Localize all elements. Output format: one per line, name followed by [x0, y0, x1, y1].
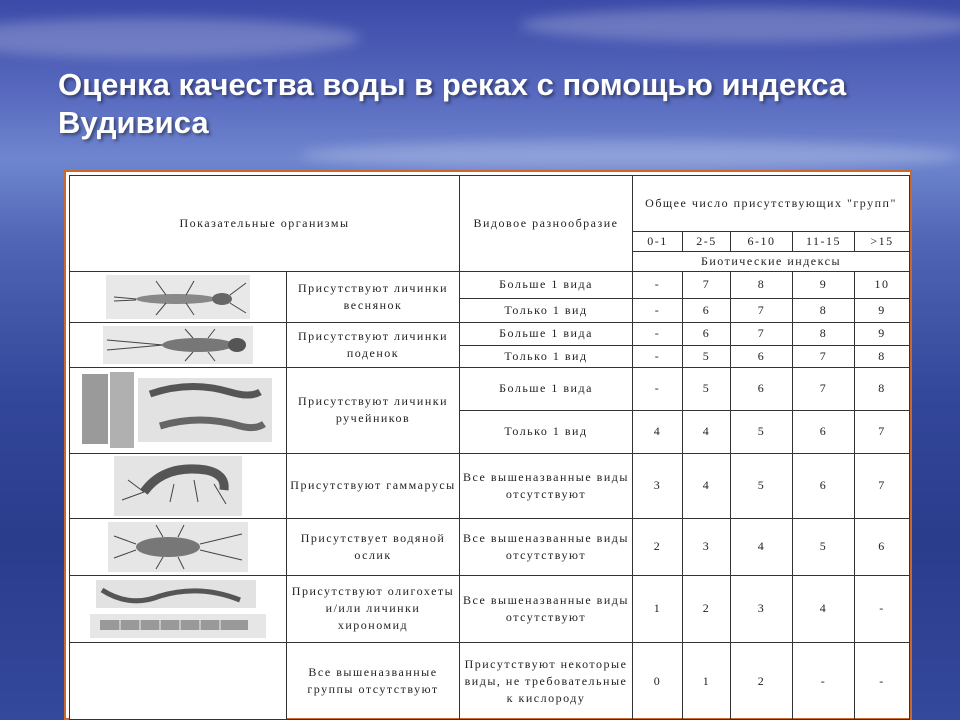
caddisfly-larva-drawing	[80, 370, 276, 450]
index-value: 6	[793, 410, 855, 453]
header-biotic-indices: Биотические индексы	[633, 251, 910, 271]
organism-image	[70, 453, 287, 519]
cloud-streak	[300, 140, 960, 170]
index-value: 4	[683, 453, 731, 519]
index-value: 9	[855, 323, 910, 345]
diversity-cell: Все вышеназванные виды отсутствуют	[460, 575, 633, 643]
organism-label: Присутствуют олигохеты и/или личинки хирономид	[287, 575, 460, 643]
index-value: 4	[793, 575, 855, 643]
index-value: -	[633, 299, 683, 323]
index-value: 7	[683, 271, 731, 298]
water-louse-drawing	[108, 522, 248, 572]
index-value: 6	[793, 453, 855, 519]
index-value: 5	[731, 453, 793, 519]
index-value: -	[633, 271, 683, 298]
index-value: -	[855, 575, 910, 643]
oligochaete-chironomid-drawing	[90, 578, 266, 640]
index-value: 8	[793, 299, 855, 323]
organism-image	[70, 323, 287, 367]
diversity-cell: Только 1 вид	[460, 410, 633, 453]
index-table-sheet	[64, 170, 912, 720]
index-value: 5	[731, 410, 793, 453]
index-value: -	[633, 323, 683, 345]
index-value: -	[855, 643, 910, 720]
organism-image	[70, 271, 287, 322]
index-value: 3	[731, 575, 793, 643]
index-value: 2	[731, 643, 793, 720]
header-total-groups: Общее число присутствующих "групп"	[633, 176, 910, 232]
index-value: 7	[793, 367, 855, 410]
index-value: 9	[855, 299, 910, 323]
organism-label: Присутствуют личинки веснянок	[287, 271, 460, 322]
diversity-cell: Присутствуют некоторые виды, не требовательные к кислороду	[460, 643, 633, 720]
diversity-cell: Больше 1 вида	[460, 271, 633, 298]
index-value: 9	[793, 271, 855, 298]
index-value: 7	[855, 410, 910, 453]
index-value: 4	[683, 410, 731, 453]
index-value: 7	[855, 453, 910, 519]
range-header: >15	[855, 231, 910, 251]
slide-title: Оценка качества воды в реках с помощью индекса Вудивиса	[58, 67, 847, 140]
index-value: 5	[683, 367, 731, 410]
organism-image	[70, 519, 287, 576]
cloud-streak	[0, 18, 360, 58]
index-value: 7	[731, 323, 793, 345]
index-value: 2	[633, 519, 683, 576]
index-value: 6	[855, 519, 910, 576]
diversity-cell: Больше 1 вида	[460, 367, 633, 410]
organism-label: Все вышеназванные группы отсутствуют	[287, 643, 460, 720]
cloud-streak	[520, 8, 960, 42]
diversity-cell: Все вышеназванные виды отсутствуют	[460, 453, 633, 519]
index-value: 4	[633, 410, 683, 453]
index-value: -	[793, 643, 855, 720]
index-value: 1	[633, 575, 683, 643]
range-header: 11-15	[793, 231, 855, 251]
index-value: 6	[731, 367, 793, 410]
index-value: 4	[731, 519, 793, 576]
diversity-cell: Все вышеназванные виды отсутствуют	[460, 519, 633, 576]
diversity-cell: Только 1 вид	[460, 345, 633, 367]
organism-label: Присутствуют гаммарусы	[287, 453, 460, 519]
diversity-cell: Только 1 вид	[460, 299, 633, 323]
index-value: 3	[683, 519, 731, 576]
index-value: 8	[855, 367, 910, 410]
organism-label: Присутствует водяной ослик	[287, 519, 460, 576]
woodiwiss-index-table	[69, 175, 910, 720]
index-value: 6	[731, 345, 793, 367]
empty-image-cell	[70, 643, 287, 720]
stonefly-larva-drawing	[106, 275, 250, 319]
index-value: -	[633, 345, 683, 367]
range-header: 6-10	[731, 231, 793, 251]
index-value: 2	[683, 575, 731, 643]
range-header: 2-5	[683, 231, 731, 251]
header-organisms: Показательные организмы	[70, 176, 460, 272]
organism-image	[70, 367, 287, 453]
index-value: 10	[855, 271, 910, 298]
range-header: 0-1	[633, 231, 683, 251]
header-diversity: Видовое разнообразие	[460, 176, 633, 272]
index-value: 5	[683, 345, 731, 367]
organism-label: Присутствуют личинки ручейников	[287, 367, 460, 453]
diversity-cell: Больше 1 вида	[460, 323, 633, 345]
organism-image	[70, 575, 287, 643]
index-value: 5	[793, 519, 855, 576]
organism-label: Присутствуют личинки поденок	[287, 323, 460, 367]
index-value: 0	[633, 643, 683, 720]
index-value: 6	[683, 299, 731, 323]
index-value: 6	[683, 323, 731, 345]
index-value: 1	[683, 643, 731, 720]
index-value: 3	[633, 453, 683, 519]
index-value: -	[633, 367, 683, 410]
index-value: 7	[793, 345, 855, 367]
mayfly-larva-drawing	[103, 326, 253, 364]
index-value: 8	[855, 345, 910, 367]
index-value: 8	[731, 271, 793, 298]
index-value: 8	[793, 323, 855, 345]
index-value: 7	[731, 299, 793, 323]
gammarus-drawing	[114, 456, 242, 516]
